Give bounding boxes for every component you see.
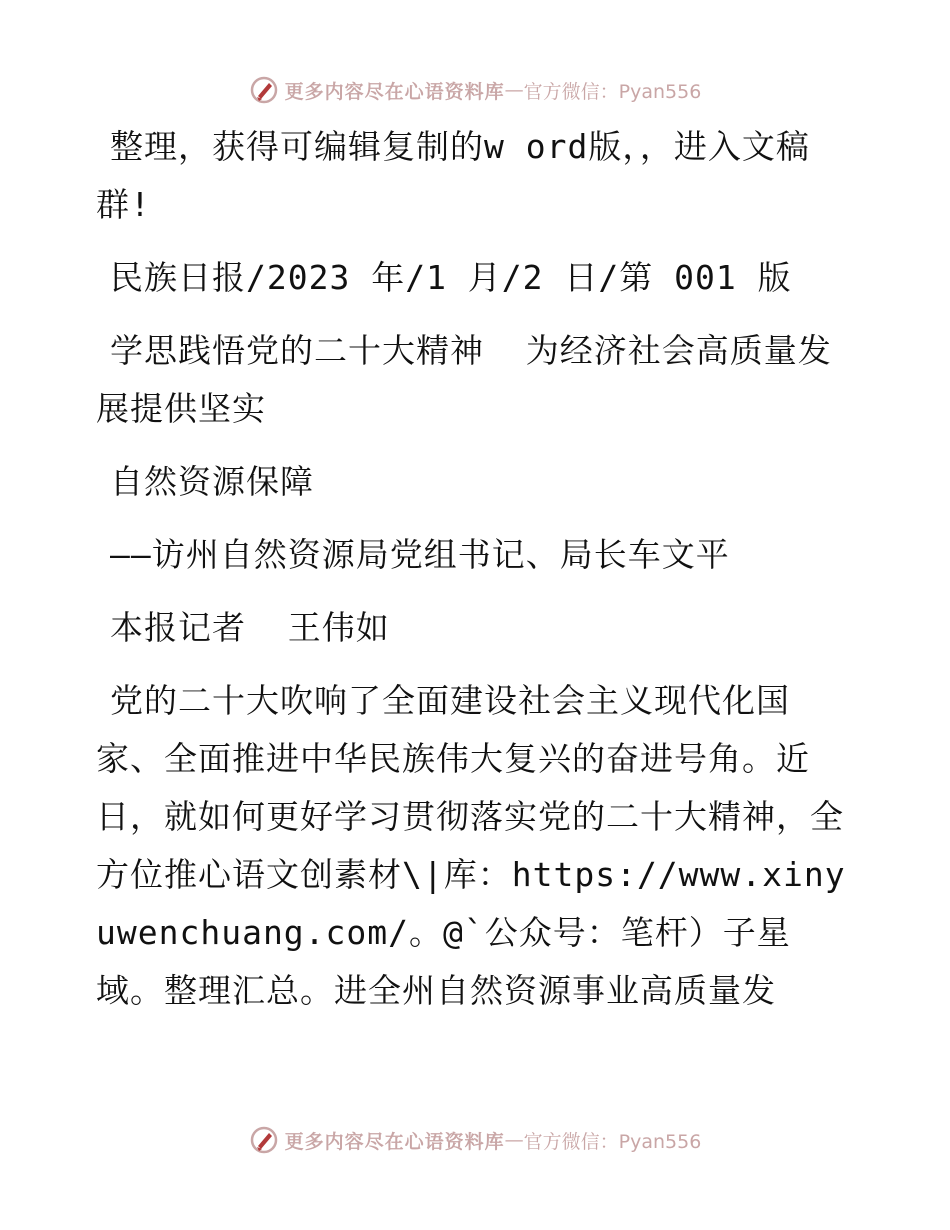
byline: 本报记者 王伟如 xyxy=(110,608,390,647)
banner-separator: — xyxy=(504,1129,524,1151)
intro-paragraph: 整理，获得可编辑复制的w ord版，，进入文稿群! xyxy=(96,127,810,224)
banner-wechat-text: 官方微信：Pyan556 xyxy=(523,80,702,103)
banner-brand-text: 更多内容尽在心语资料库 xyxy=(284,1130,505,1153)
article-body xyxy=(96,118,856,1035)
banner-separator: — xyxy=(504,79,524,101)
banner-wechat-text: 官方微信：Pyan556 xyxy=(523,1130,702,1153)
body-paragraph: 党的二十大吹响了全面建设社会主义现代化国家、全面推进中华民族伟大复兴的奋进号角。近日，就如何更好学习贯彻落实党的二十大精神，全方位推心语文创素材\|库：https://www.xinyuwenchuang.com/。@`公众号：笔杆）子星域。整理汇总。进全州自然资源事业高质量发 xyxy=(96,681,846,1010)
publication-info: 民族日报/2023 年/1 月/2 日/第 001 版 xyxy=(110,258,792,297)
pen-logo-icon xyxy=(249,1125,279,1155)
header-watermark-banner xyxy=(0,70,950,110)
pen-logo-icon xyxy=(249,75,279,105)
article-headline: 学思践悟党的二十大精神 为经济社会高质量发展提供坚实 xyxy=(96,331,832,428)
footer-watermark-banner xyxy=(0,1120,950,1160)
article-headline-continued: 自然资源保障 xyxy=(110,462,314,501)
article-subtitle: ——访州自然资源局党组书记、局长车文平 xyxy=(110,535,730,574)
banner-brand-text: 更多内容尽在心语资料库 xyxy=(284,80,505,103)
